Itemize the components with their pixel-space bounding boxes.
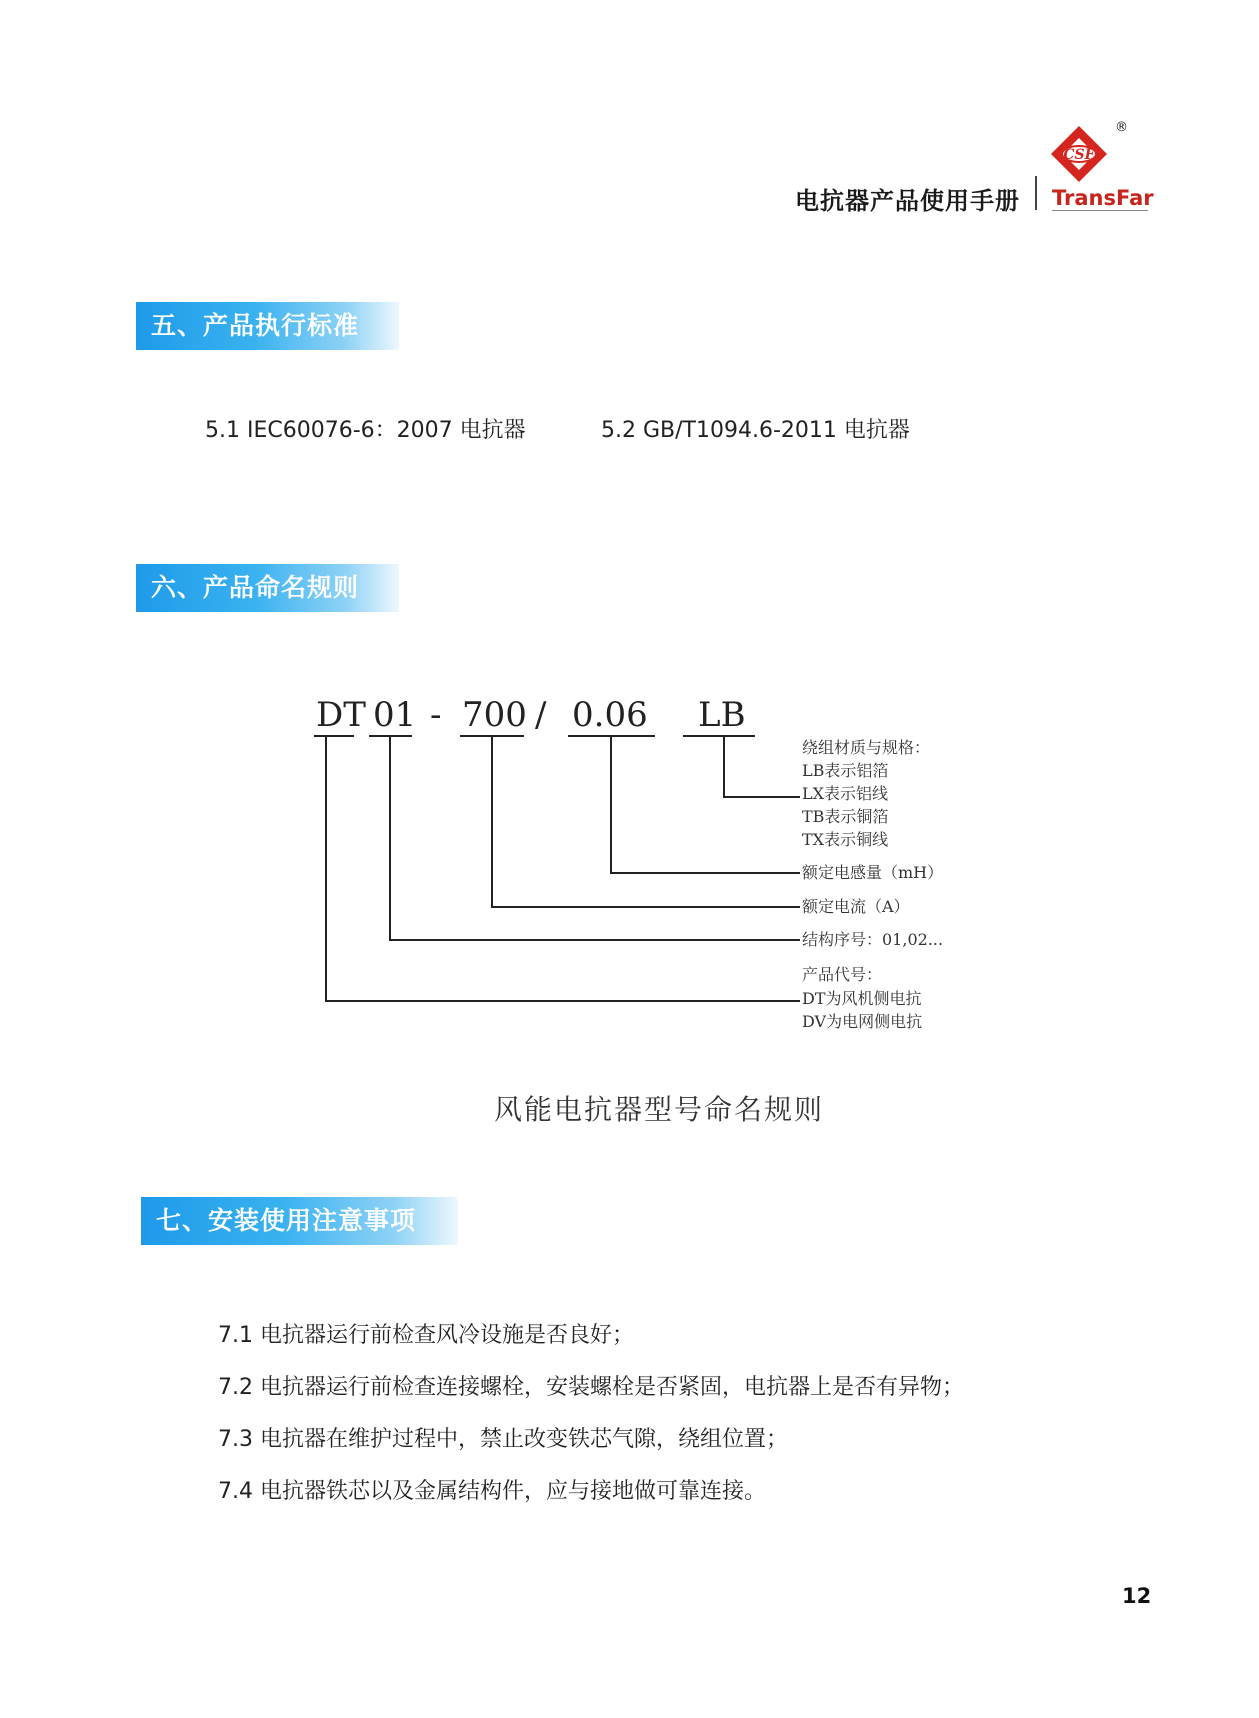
winding-option: TB表示铜箔 — [802, 807, 889, 826]
rated-current-label: 额定电流（A） — [802, 897, 910, 916]
code-part-winding: LB — [698, 695, 746, 735]
rated-inductance-label: 额定电感量（mH） — [802, 863, 944, 882]
code-part-current: 700 — [462, 695, 527, 735]
code-part-dash: - — [430, 695, 442, 735]
note-item: 7.1 电抗器运行前检查风冷设施是否良好； — [218, 1323, 634, 1348]
registered-mark: ® — [1115, 120, 1128, 135]
section-banner-naming: 六、产品命名规则 — [136, 564, 399, 612]
section-banner-notes: 七、安装使用注意事项 — [141, 1197, 458, 1245]
brand-name: TransFar — [1052, 186, 1154, 210]
document-title: 电抗器产品使用手册 — [795, 187, 1020, 215]
diagram-caption: 风能电抗器型号命名规则 — [494, 1093, 825, 1126]
leader-winding — [724, 736, 800, 797]
code-part-dt: DT — [316, 695, 366, 735]
note-item: 7.3 电抗器在维护过程中，禁止改变铁芯气隙，绕组位置； — [218, 1427, 788, 1452]
code-part-slash: / — [535, 695, 547, 735]
note-item: 7.2 电抗器运行前检查连接螺栓，安装螺栓是否紧固，电抗器上是否有异物； — [218, 1375, 964, 1400]
leader-product-code — [326, 736, 800, 1001]
standard-item: 5.1 IEC60076-6：2007 电抗器 — [205, 418, 526, 443]
winding-option: LB表示铝箔 — [802, 761, 889, 780]
product-code-option: DV为电网侧电抗 — [802, 1012, 923, 1031]
winding-option: TX表示铜线 — [802, 830, 889, 849]
brand-underline — [1052, 210, 1148, 211]
product-code-label: 产品代号： — [802, 965, 883, 984]
leader-inductance — [611, 736, 800, 873]
leader-structure — [390, 736, 800, 940]
note-item: 7.4 电抗器铁芯以及金属结构件，应与接地做可靠连接。 — [218, 1479, 766, 1504]
standard-item: 5.2 GB/T1094.6-2011 电抗器 — [601, 418, 910, 443]
leader-current — [492, 736, 800, 907]
winding-group-label: 绕组材质与规格： — [802, 738, 931, 757]
product-code-option: DT为风机侧电抗 — [802, 989, 922, 1008]
code-part-structure: 01 — [373, 695, 417, 735]
code-part-inductance: 0.06 — [572, 695, 648, 735]
logo-text: CSF — [1063, 147, 1095, 163]
naming-rule-diagram — [300, 690, 1020, 1070]
section-banner-standards: 五、产品执行标准 — [136, 302, 399, 350]
header-divider — [1035, 176, 1037, 210]
winding-option: LX表示铝线 — [802, 784, 889, 803]
page-number: 12 — [1122, 1584, 1152, 1608]
structure-number-label: 结构序号：01,02... — [802, 930, 944, 949]
